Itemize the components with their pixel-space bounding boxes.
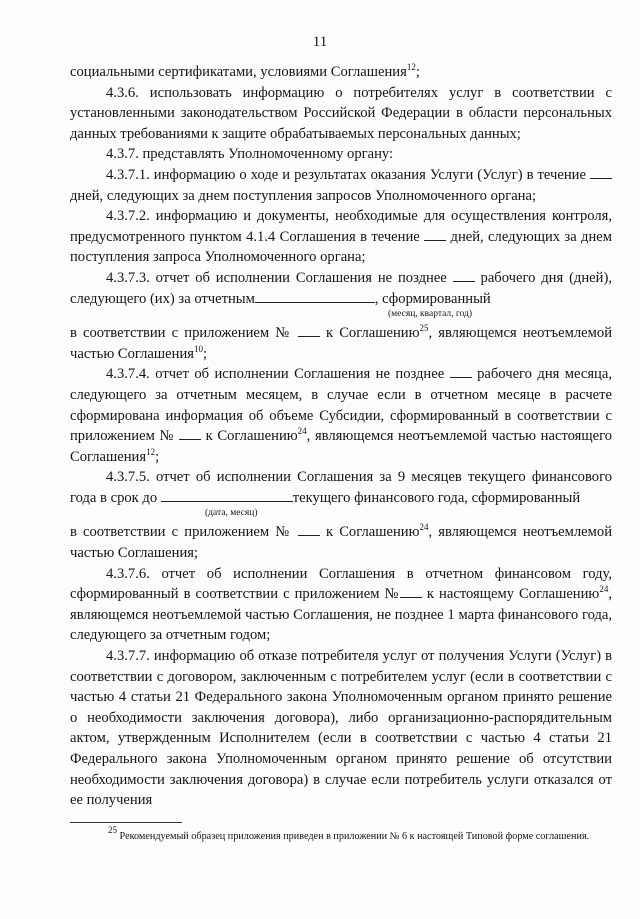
paragraph-4-3-7-4: 4.3.7.4. отчет об исполнении Соглашения не позднее рабочего дня месяца, следующего за отчетным месяцем, в случае если в отчетном месяце в расчете сформирована информация об объеме Субсидии, сформированный в соответствии с приложением № к Соглашению$^{24}$, являющемся неотъемлемой частью настоящего Соглашения$^{12}$;: [70, 366, 612, 465]
footnote-ref: 12: [146, 446, 156, 457]
footnote-ref: 25: [419, 323, 429, 334]
blank-appendix-number-field[interactable]: [298, 324, 320, 337]
blank-working-day-field[interactable]: [450, 365, 472, 378]
paragraph-continuation: социальными сертификатами, условиями Соглашения$^{12}$;: [70, 62, 420, 80]
field-caption-period: (месяц, квартал, год): [388, 309, 473, 320]
paragraph-4-3-7-6: 4.3.7.6. отчет об исполнении Соглашения в отчетном финансовом году, сформированный в соответствии с приложением № к настоящему Соглашению$^{24}$, являющемся неотъемлемой частью Соглашения, не позднее 1 марта финансового года, следующего за отчетным годом;: [70, 565, 612, 644]
blank-date-field[interactable]: [161, 489, 293, 502]
blank-working-day-field[interactable]: [453, 269, 475, 282]
blank-period-field[interactable]: [255, 290, 375, 303]
footnote-25: $^{25}$ Рекомендуемый образец приложения приведен в приложении № 6 к настоящей Типовой форме соглашения.: [108, 825, 590, 842]
paragraph-4-3-7-3-cont: в соответствии с приложением № к Соглашению$^{25}$, являющемся неотъемлемой частью Соглашения$^{10}$;: [70, 323, 612, 362]
paragraph-4-3-7-5-cont: в соответствии с приложением № к Соглашению$^{24}$, являющемся неотъемлемой частью Соглашения;: [70, 522, 612, 562]
paragraph-4-3-7-7: 4.3.7.7. информацию об отказе потребителя услуг от получения Услуги (Услуг) в соответствии с договором, заключенным с потребителем услуг (если в соответствии с частью 4 статьи 21 Федерального закона Уполномоченным органом принято решение о необходимости заключения договора), либо организационно-распорядительным актом, утвержденным Исполнителем (если в соответствии с частью 4 статьи 21 Федерального закона Уполномоченным органом принято решение об отсутствии необходимости заключения договора) в случае если потребитель услуги отказался от ее получения: [70, 648, 612, 809]
footnote-ref: 24: [419, 522, 429, 533]
paragraph-4-3-7-2: 4.3.7.2. информацию и документы, необходимые для осуществления контроля, предусмотренного пунктом 4.1.4 Соглашения в течение дней, следующих за днем поступления запроса Уполномоченного органа;: [70, 208, 612, 266]
footnote-ref: 10: [193, 343, 203, 354]
field-caption-date: (дата, месяц): [205, 508, 258, 519]
paragraph-4-3-7-1: 4.3.7.1. информацию о ходе и результатах оказания Услуги (Услуг) в течение дней, следующих за днем поступления запросов Уполномоченного органа;: [70, 165, 612, 206]
document-body: [70, 62, 612, 811]
paragraph-4-3-7-5: 4.3.7.5. отчет об исполнении Соглашения за 9 месяцев текущего финансового года в срок до текущего финансового года, сформированный: [70, 469, 612, 506]
page-number: 11: [312, 34, 328, 50]
footnote-ref: 12: [406, 62, 416, 72]
paragraph-4-3-7-3: 4.3.7.3. отчет об исполнении Соглашения не позднее рабочего дня (дней), следующего (их) за отчетным , сформированный: [70, 269, 612, 307]
blank-appendix-number-field[interactable]: [400, 585, 422, 598]
blank-appendix-number-field[interactable]: [298, 523, 320, 536]
paragraph-4-3-6: 4.3.6. использовать информацию о потребителях услуг в соответствии с установленными законодательством Российской Федерации в области персональных данных требованиями к защите обрабатываемых персональных данных;: [70, 84, 612, 142]
footnote-ref: 24: [599, 584, 609, 595]
blank-days-field[interactable]: [424, 228, 446, 241]
paragraph-4-3-7: 4.3.7. представлять Уполномоченному органу:: [106, 146, 394, 163]
blank-days-field[interactable]: [590, 166, 612, 179]
footnote-divider: [70, 822, 182, 823]
footnote-ref: 24: [297, 426, 307, 437]
blank-appendix-number-field[interactable]: [179, 427, 201, 440]
